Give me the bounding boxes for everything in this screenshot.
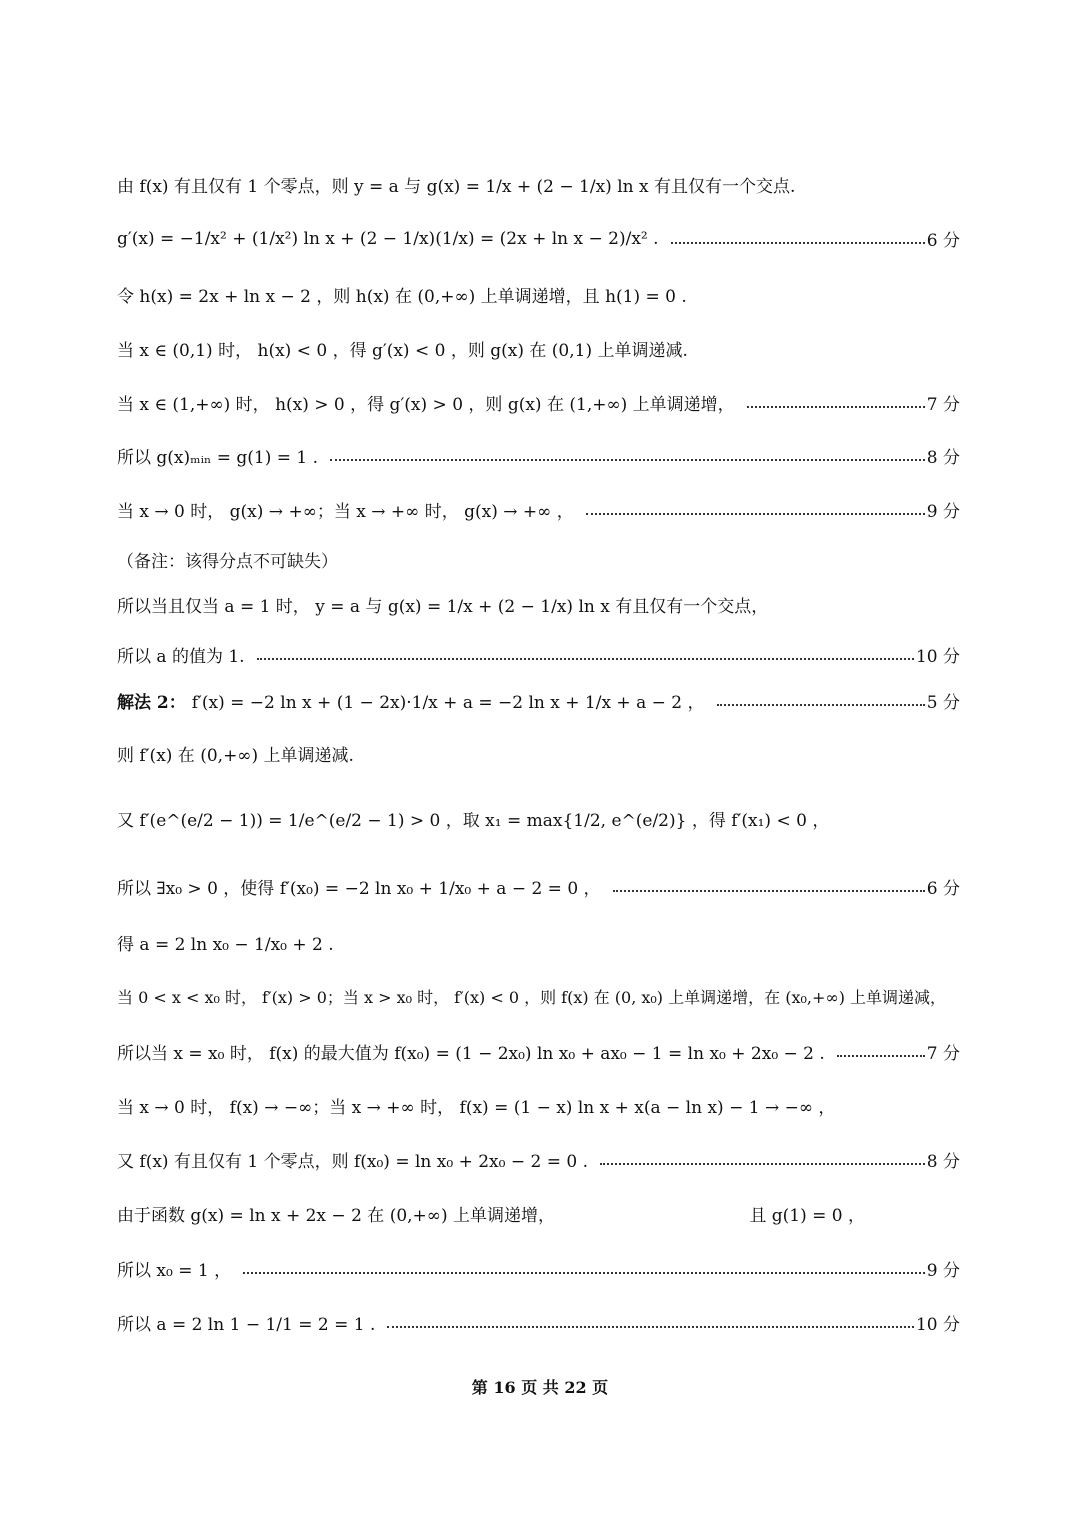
dot-leader xyxy=(600,1162,925,1165)
line-15 xyxy=(117,930,960,955)
score-label: 9 分 xyxy=(926,1261,960,1281)
line-text: 当 0 < x < x₀ 时， f′(x) > 0；当 x > x₀ 时， f′(x) < 0 ，则 f(x) 在 (0, x₀) 上单调递增，在 (x₀,+∞) 上单调递减， xyxy=(117,988,947,1007)
dot-leader xyxy=(243,1271,925,1274)
line-19 xyxy=(117,1147,960,1172)
dot-leader xyxy=(257,657,914,660)
line-8-note xyxy=(117,547,960,572)
dot-leader xyxy=(837,1054,925,1057)
line-1 xyxy=(117,172,960,197)
line-20 xyxy=(117,1201,865,1226)
line-4 xyxy=(117,336,960,361)
line-text: 当 x ∈ (1,+∞) 时， h(x) > 0 ，得 g′(x) > 0 ，则 g(x) 在 (1,+∞) 上单调递增， xyxy=(117,395,735,415)
line-text: f′(x) = −2 ln x + (1 − 2x)·1/x + a = −2 ln x + 1/x + a − 2 ， xyxy=(191,693,705,713)
line-text: 所以 a 的值为 1. xyxy=(117,647,245,667)
line-text: 当 x → 0 时， f(x) → −∞；当 x → +∞ 时， f(x) = (1 − x) ln x + x(a − ln x) − 1 → −∞ ， xyxy=(117,1098,836,1118)
dot-leader xyxy=(747,405,925,408)
dot-leader xyxy=(671,241,925,244)
score-label: 10 分 xyxy=(915,647,960,667)
line-6 xyxy=(117,443,960,468)
line-text: g′(x) = −1/x² + (1/x²) ln x + (2 − 1/x)(1/x) = (2x + ln x − 2)/x² . xyxy=(117,228,659,249)
line-text: 令 h(x) = 2x + ln x − 2 ，则 h(x) 在 (0,+∞) 上单调递增，且 h(1) = 0 . xyxy=(117,287,687,307)
line-text: 当 x ∈ (0,1) 时， h(x) < 0 ，得 g′(x) < 0 ，则 g(x) 在 (0,1) 上单调递减. xyxy=(117,341,688,361)
line-5 xyxy=(117,390,960,415)
line-text: 又 f(x) 有且仅有 1 个零点，则 f(x₀) = ln x₀ + 2x₀ − 2 = 0 . xyxy=(117,1152,588,1172)
method-heading: 解法 2： xyxy=(117,693,186,713)
line-text: （备注：该得分点不可缺失） xyxy=(117,552,338,572)
line-text: 则 f′(x) 在 (0,+∞) 上单调递减. xyxy=(117,746,354,766)
line-18 xyxy=(117,1093,960,1118)
score-label: 6 分 xyxy=(926,879,960,899)
score-label: 8 分 xyxy=(926,1152,960,1172)
score-label: 8 分 xyxy=(926,448,960,468)
line-13 xyxy=(117,806,960,831)
line-2 xyxy=(117,226,960,251)
line-9 xyxy=(117,592,960,617)
dot-leader xyxy=(613,889,925,892)
line-16 xyxy=(117,985,960,1008)
line-22 xyxy=(117,1310,960,1335)
line-21 xyxy=(117,1256,960,1281)
line-3 xyxy=(117,282,960,307)
score-label: 9 分 xyxy=(926,502,960,522)
line-tail-text: 且 g(1) = 0 ， xyxy=(749,1206,865,1226)
line-12 xyxy=(117,741,960,766)
line-text: 由 f(x) 有且仅有 1 个零点，则 y = a 与 g(x) = 1/x + (2 − 1/x) ln x 有且仅有一个交点. xyxy=(117,177,796,197)
score-label: 7 分 xyxy=(926,395,960,415)
line-11 xyxy=(117,688,960,713)
line-14 xyxy=(117,874,960,899)
score-label: 5 分 xyxy=(926,693,960,713)
line-text: 所以 ∃x₀ > 0 ，使得 f′(x₀) = −2 ln x₀ + 1/x₀ + a − 2 = 0 ， xyxy=(117,879,601,899)
line-10 xyxy=(117,642,960,667)
line-text: 当 x → 0 时， g(x) → +∞；当 x → +∞ 时， g(x) → +∞ ， xyxy=(117,502,574,522)
score-label: 10 分 xyxy=(915,1315,960,1335)
dot-leader xyxy=(586,512,925,515)
line-text: 所以当 x = x₀ 时， f(x) 的最大值为 f(x₀) = (1 − 2x₀) ln x₀ + ax₀ − 1 = ln x₀ + 2x₀ − 2 . xyxy=(117,1044,825,1064)
line-text: 由于函数 g(x) = ln x + 2x − 2 在 (0,+∞) 上单调递增， xyxy=(117,1206,555,1226)
line-text: 所以 a = 2 ln 1 − 1/1 = 2 = 1 . xyxy=(117,1315,376,1335)
line-text: 得 a = 2 ln x₀ − 1/x₀ + 2 . xyxy=(117,935,334,955)
page-footer: 第 16 页 共 22 页 xyxy=(471,1378,609,1397)
line-text: 所以当且仅当 a = 1 时， y = a 与 g(x) = 1/x + (2 − 1/x) ln x 有且仅有一个交点， xyxy=(117,597,769,617)
dot-leader xyxy=(330,458,925,461)
dot-leader xyxy=(717,703,925,706)
score-label: 7 分 xyxy=(926,1044,960,1064)
line-text: 又 f′(e^(e/2 − 1)) = 1/e^(e/2 − 1) > 0 ，取 x₁ = max{1/2, e^(e/2)} ，得 f′(x₁) < 0 ， xyxy=(117,811,830,831)
line-17 xyxy=(117,1039,960,1064)
line-text: 所以 g(x)ₘᵢₙ = g(1) = 1 . xyxy=(117,448,319,468)
dot-leader xyxy=(387,1325,914,1328)
line-7 xyxy=(117,497,960,522)
score-label: 6 分 xyxy=(926,231,960,251)
line-text: 所以 x₀ = 1 ， xyxy=(117,1261,232,1281)
